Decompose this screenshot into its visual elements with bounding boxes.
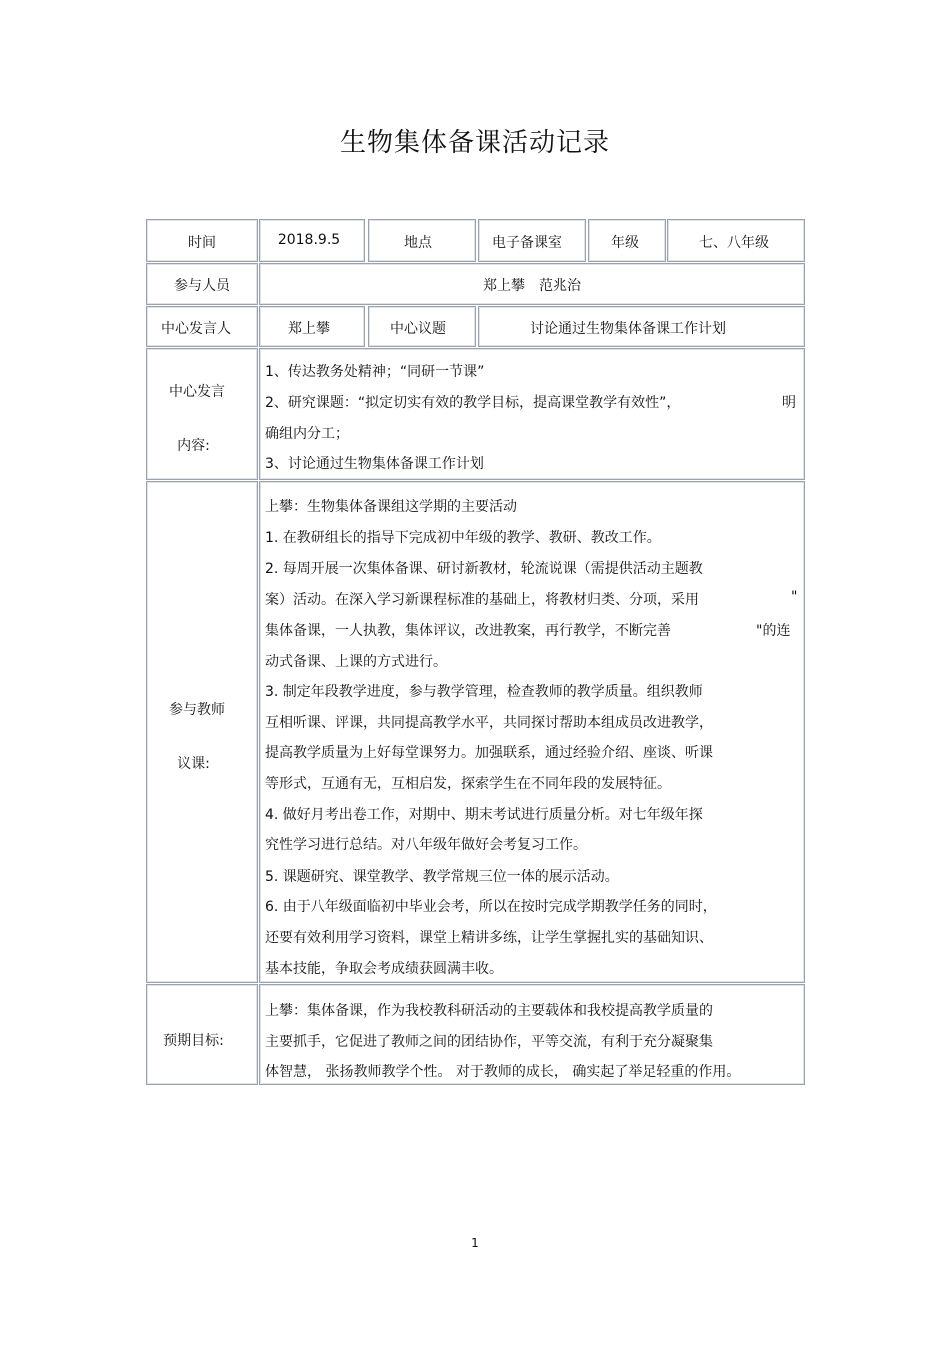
discussion-line: 互相听课、评课，共同提高教学水平，共同探讨帮助本组成员改进教学， xyxy=(265,715,713,731)
speech-label-line1: 中心发言 xyxy=(169,384,225,400)
goal-line: 上攀：集体备课，作为我校教科研活动的主要载体和我校提高教学质量的 xyxy=(265,1003,713,1019)
discussion-line-tail: " xyxy=(791,589,798,605)
participants-value: 郑上攀 范兆治 xyxy=(483,278,581,294)
page-title: 生物集体备课活动记录 xyxy=(339,128,610,158)
discussion-line: 2. 每周开展一次集体备课、研讨新教材，轮流说课（需提供活动主题教 xyxy=(265,561,703,577)
discussion-line: 基本技能，争取会考成绩获圆满丰收。 xyxy=(265,961,503,977)
discussion-line: 4. 做好月考出卷工作，对期中、期末考试进行质量分析。对七年级年探 xyxy=(265,807,703,823)
discussion-label-line1: 参与教师 xyxy=(169,702,225,718)
discussion-line: 6. 由于八年级面临初中毕业会考，所以在按时完成学期教学任务的同时， xyxy=(265,899,717,915)
time-label: 时间 xyxy=(188,235,216,251)
discussion-line-tail: "的连 xyxy=(756,623,791,639)
goal-label: 预期目标: xyxy=(163,1033,224,1049)
topic-value: 讨论通过生物集体备课工作计划 xyxy=(530,321,726,337)
discussion-line: 还要有效利用学习资料，课堂上精讲多练，让学生掌握扎实的基础知识、 xyxy=(265,930,713,946)
speech-line-tail: 明 xyxy=(782,395,796,411)
time-value: 2018.9.5 xyxy=(277,232,341,248)
cell-speech-label xyxy=(146,348,258,480)
discussion-line: 动式备课、上课的方式进行。 xyxy=(265,654,447,670)
topic-label: 中心议题 xyxy=(390,321,446,337)
discussion-line: 集体备课，一人执教，集体评议，改进教案，再行教学，不断完善 xyxy=(265,623,671,639)
discussion-line: 提高教学质量为上好每堂课努力。加强联系，通过经验介绍、座谈、听课 xyxy=(265,745,713,761)
cell-discussion-label xyxy=(146,481,258,983)
page-number: 1 xyxy=(471,1236,479,1250)
participants-label: 参与人员 xyxy=(174,278,230,294)
speech-line: 3、讨论通过生物集体备课工作计划 xyxy=(265,456,484,472)
discussion-line: 案）活动。在深入学习新课程标准的基础上，将教材归类、分项，采用 xyxy=(265,592,699,608)
discussion-line: 等形式，互通有无，互相启发，探索学生在不同年段的发展特征。 xyxy=(265,776,671,792)
grade-value: 七、八年级 xyxy=(699,235,769,251)
discussion-line: 1. 在教研组长的指导下完成初中年级的教学、教研、教改工作。 xyxy=(265,530,661,546)
place-value: 电子备课室 xyxy=(492,235,562,251)
speech-label-line2: 内容: xyxy=(177,438,210,454)
discussion-line: 5. 课题研究、课堂教学、教学常规三位一体的展示活动。 xyxy=(265,869,619,885)
discussion-line: 究性学习进行总结。对八年级年做好会考复习工作。 xyxy=(265,837,587,853)
speech-line: 确组内分工； xyxy=(265,426,349,442)
speaker-label: 中心发言人 xyxy=(161,321,231,337)
grade-label: 年级 xyxy=(611,235,639,251)
discussion-line: 上攀：生物集体备课组这学期的主要活动 xyxy=(265,499,517,515)
discussion-line: 3. 制定年段教学进度，参与教学管理，检查教师的教学质量。组织教师 xyxy=(265,684,703,700)
speech-line: 1、传达教务处精神；“同研一节课” xyxy=(265,364,485,380)
goal-line: 主要抓手，它促进了教师之间的团结协作，平等交流，有利于充分凝聚集 xyxy=(265,1034,713,1050)
goal-line: 体智慧， 张扬教师教学个性。 对于教师的成长， 确实起了举足轻重的作用。 xyxy=(265,1064,741,1080)
speaker-value: 郑上攀 xyxy=(288,321,330,337)
speech-line: 2、研究课题：“拟定切实有效的教学目标，提高课堂教学有效性”， xyxy=(265,395,681,411)
discussion-label-line2: 议课: xyxy=(177,756,210,772)
place-label: 地点 xyxy=(404,235,432,251)
